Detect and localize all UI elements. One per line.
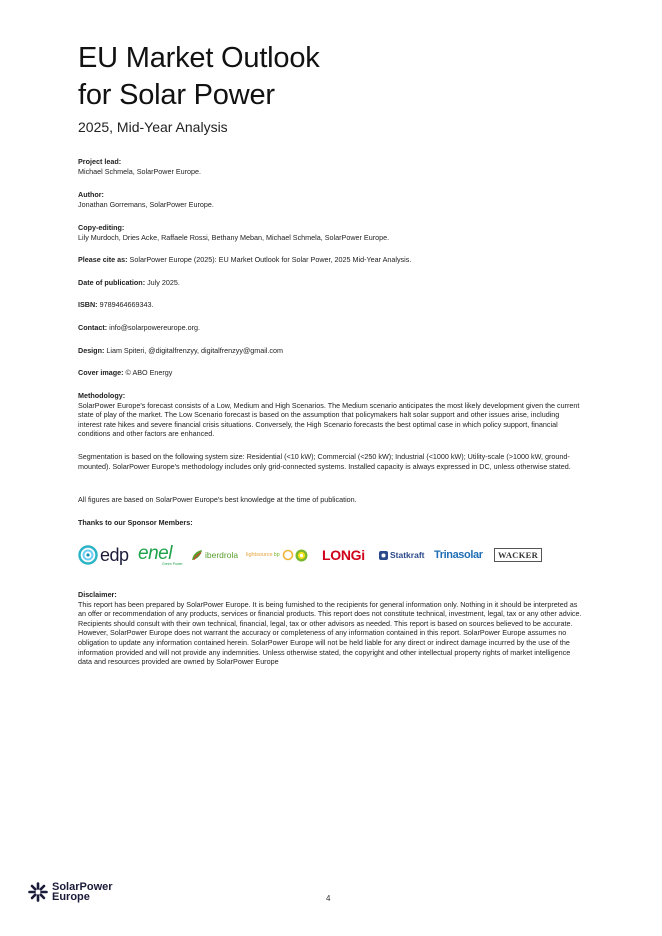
isbn-value: 9789464669343. [97, 300, 154, 309]
iberdrola-logo [191, 541, 238, 569]
statkraft-logo [379, 541, 424, 569]
bp-wordmark: bp [273, 552, 280, 558]
report-title [78, 40, 320, 114]
methodology-paragraph-1: SolarPower Europe's forecast consists of a Low, Medium and High Scenarios. The Medium scenario anticipates the most likely development given the current state of play of the market. The Low Scenario forecast is based on the assumption that policymakers halt solar support and other issues arise, including interest rate hikes and severe financial crisis situations. Conversely, the High Scenario forecasts the best optimal case in which policy support, financial conditions and other factors are enhanced. [78, 400, 580, 439]
sponsors-label: Thanks to our Sponsor Members: [78, 518, 193, 527]
cite-label: Please cite as: [78, 255, 128, 264]
wacker-logo [494, 541, 542, 569]
date-value: July 2025. [145, 278, 180, 287]
methodology-block [78, 391, 584, 439]
lightsource-wordmark: lightsource [246, 552, 273, 558]
trina-logo [434, 541, 483, 569]
report-subtitle: 2025, Mid-Year Analysis [78, 119, 228, 135]
author-value: Jonathan Gorremans, SolarPower Europe. [78, 199, 214, 209]
edp-logo [78, 541, 129, 569]
sponsor-logos [78, 541, 548, 571]
bp-helios-icon [295, 549, 308, 562]
solarpower-europe-logo [28, 882, 113, 902]
copy-editing-block [78, 223, 584, 242]
brand-line-2: Europe [52, 891, 90, 903]
contact-block [78, 323, 584, 333]
date-label: Date of publication: [78, 278, 146, 287]
trina-wordmark: Trinasolar [434, 549, 483, 561]
contact-label: Contact: [78, 323, 108, 332]
page-number: 4 [326, 894, 331, 903]
sun-icon [282, 549, 294, 561]
contact-value[interactable]: info@solarpowereurope.org. [107, 323, 200, 332]
solarpower-europe-wordmark [52, 882, 113, 902]
isbn-block [78, 300, 584, 310]
longi-logo [322, 541, 365, 569]
disclaimer-label: Disclaimer: [78, 590, 117, 599]
iberdrola-leaf-icon [191, 549, 203, 561]
lightsource-bp-logo [246, 541, 308, 569]
cite-value: SolarPower Europe (2025): EU Market Outlook for Solar Power, 2025 Mid-Year Analysis. [127, 255, 412, 264]
disclaimer-text: This report has been prepared by SolarPower Europe. It is being furnished to the recipients for general information only. Nothing in it should be interpreted as an offer or recommendation of any products, services or financial products. This report does not constitute technical, investment, legal, tax or any other advice. Recipients should consult with their own technical, financial, legal, tax or other advisors as needed. This report is based on sources believed to be accurate. However, SolarPower Europe does not warrant the accuracy or completeness of any information contained in this report. SolarPower Europe assumes no obligation to update any information contained herein. SolarPower Europe will not be held liable for any direct or indirect damage incurred by the use of the information provided and will not provide any indemnities. Unless otherwise stated, the copyright and other intellectual property rights of market intelligence data and resources provided are owned by SolarPower Europe [78, 599, 582, 667]
design-block [78, 346, 584, 356]
copy-editing-label: Copy-editing: [78, 223, 125, 232]
methodology-paragraph-3: All figures are based on SolarPower Europe's best knowledge at the time of publication. [78, 495, 357, 504]
longi-wordmark: LONGi [322, 547, 365, 563]
project-lead-block [78, 157, 584, 176]
copy-editing-value: Lily Murdoch, Dries Acke, Raffaele Rossi, Bethany Meban, Michael Schmela, SolarPower Europe. [78, 232, 390, 242]
iberdrola-wordmark: iberdrola [205, 550, 239, 560]
edp-swirl-icon [78, 545, 98, 565]
title-line-2: for Solar Power [78, 79, 275, 111]
wacker-wordmark: WACKER [494, 548, 542, 562]
sun-rays-icon [28, 882, 48, 902]
author-label: Author: [78, 190, 104, 199]
disclaimer-block [78, 590, 584, 667]
methodology-label: Methodology: [78, 391, 126, 400]
project-lead-value: Michael Schmela, SolarPower Europe. [78, 166, 202, 176]
brand-line-1: SolarPower [52, 881, 113, 893]
methodology-paragraph-2: Segmentation is based on the following system size: Residential (<10 kW); Commercial (<250 kW); Industrial (<1000 kW); Utility-scale (>1000 kW, ground-mounted). SolarPower Europe's methodology includes only grid-connected systems. Installed capacity is always expressed in DC, unless otherwise stated. [78, 452, 571, 471]
cover-value: © ABO Energy [123, 368, 173, 377]
statkraft-wordmark: Statkraft [390, 550, 425, 560]
design-value: Liam Spiteri, @digitalfrenzyy, digitalfrenzyy@gmail.com [104, 346, 283, 355]
enel-wordmark: enel [138, 542, 172, 564]
enel-subtitle: Green Power [162, 561, 183, 566]
sponsors-heading [78, 518, 584, 528]
cover-label: Cover image: [78, 368, 124, 377]
enel-logo [138, 541, 183, 569]
statkraft-mark-icon [379, 551, 388, 560]
author-block [78, 190, 584, 209]
cite-block [78, 255, 584, 265]
edp-wordmark: edp [100, 544, 129, 565]
project-lead-label: Project lead: [78, 157, 122, 166]
date-block [78, 278, 584, 288]
cover-block [78, 368, 584, 378]
title-line-1: EU Market Outlook [78, 42, 320, 74]
design-label: Design: [78, 346, 105, 355]
isbn-label: ISBN: [78, 300, 98, 309]
